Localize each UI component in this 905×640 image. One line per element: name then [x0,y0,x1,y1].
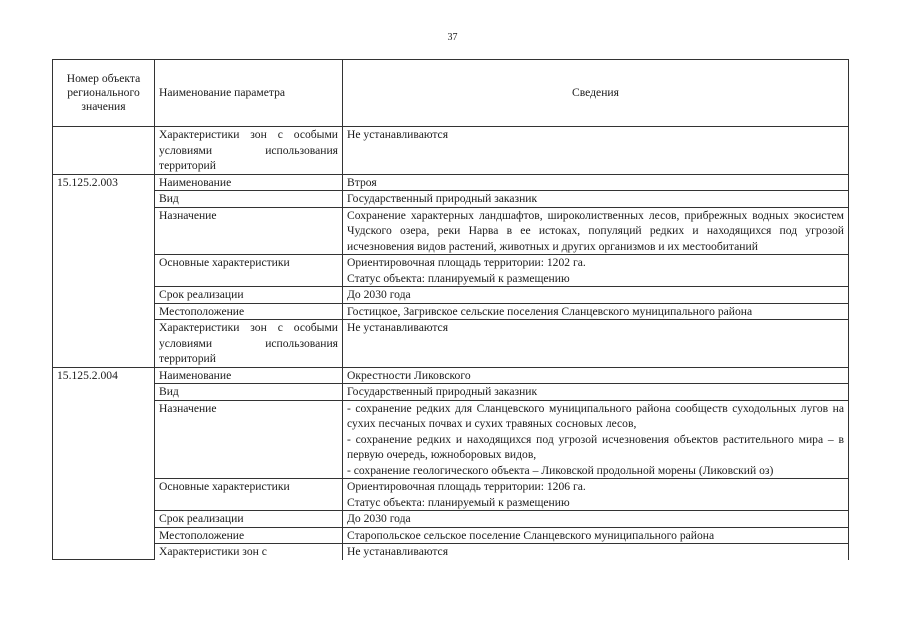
table-row [53,174,849,191]
table-row [53,303,849,320]
column-header-parameter-name: Наименование параметра [155,60,343,127]
details-cell [343,479,849,511]
column-header-details: Сведения [343,60,849,127]
parameter-name-cell: Основные характеристики [155,479,343,511]
parameter-name-cell: Вид [155,191,343,208]
parameter-name-cell: Характеристики зон с [155,544,343,560]
details-line: Статус объекта: планируемый к размещению [347,271,570,285]
details-cell [343,511,849,528]
object-number-cell: 15.125.2.003 [53,174,155,367]
parameter-name-cell: Местоположение [155,527,343,544]
table-row [53,367,849,384]
details-line: Государственный природный заказник [347,385,538,398]
details-cell [343,287,849,304]
table-row [53,511,849,528]
parameter-name-cell: Срок реализации [155,287,343,304]
column-header-object-number: Номер объекта регионального значения [53,60,155,127]
parameter-name-cell: Наименование [155,367,343,384]
parameter-name-cell: Срок реализации [155,511,343,528]
details-cell [343,127,849,175]
parameter-name-cell: Назначение [155,400,343,479]
object-number-cell [53,127,155,175]
details-line: Втроя [347,175,377,189]
page-number: 37 [447,32,458,43]
details-cell [343,367,849,384]
object-number-cell: 15.125.2.004 [53,367,155,560]
details-line: Не устанавливаются [347,321,449,334]
table-row [53,384,849,401]
table-row [53,255,849,287]
details-cell [343,320,849,368]
details-cell [343,303,849,320]
details-line: Не устанавливаются [347,545,449,558]
table-header-row [53,60,849,127]
table-row [53,191,849,208]
details-line: Гостицкое, Загривское сельские поселения Сланцевского муниципального района [347,304,753,318]
details-cell [343,400,849,479]
parameter-name-cell: Характеристики зон с особыми условиями использования территорий [155,127,343,175]
table-row [53,527,849,544]
details-line: Сохранение характерных ландшафтов, широколиственных лесов, прибрежных водных экосистем Чудского озера, реки Нарва в ее истоках, популяций редких и находящихся под угрозой исчезновения видов растений, животных и других организмов и их местообитаний [347,208,844,253]
table-row [53,127,849,175]
details-line: Ориентировочная площадь территории: 1202 га. [347,256,586,269]
details-line: Статус объекта: планируемый к размещению [347,495,570,509]
table-row [53,287,849,304]
parameter-name-cell: Местоположение [155,303,343,320]
parameter-name-cell: Характеристики зон с особыми условиями использования территорий [155,320,343,368]
details-line: Государственный природный заказник [347,192,538,205]
details-cell [343,527,849,544]
details-line: - сохранение геологического объекта – Ликовской продольной морены (Ликовский оз) [347,463,774,477]
details-line: Окрестности Ликовского [347,368,471,382]
details-cell [343,207,849,255]
details-line: Старопольское сельское поселение Сланцевского муниципального района [347,528,715,542]
details-line: - сохранение редких и находящихся под угрозой исчезновения объектов растительного мира – в первую очередь, южноборовых видов, [347,432,844,461]
details-cell [343,255,849,287]
details-line: До 2030 года [347,288,411,301]
table-row [53,320,849,368]
parameter-name-cell: Назначение [155,207,343,255]
details-cell [343,544,849,560]
table-row [53,544,849,560]
parameters-table [52,59,849,560]
details-cell [343,174,849,191]
table-row [53,207,849,255]
details-cell [343,191,849,208]
table-body [53,127,849,560]
details-line: Не устанавливаются [347,128,449,141]
parameter-name-cell: Основные характеристики [155,255,343,287]
details-line: Ориентировочная площадь территории: 1206 га. [347,480,586,493]
parameter-name-cell: Наименование [155,174,343,191]
table-row [53,479,849,511]
parameter-name-cell: Вид [155,384,343,401]
details-cell [343,384,849,401]
details-line: До 2030 года [347,512,411,525]
table-row [53,400,849,479]
details-line: - сохранение редких для Сланцевского муниципального района сообществ суходольных лугов на сухих песчаных почвах и сухих травяных сосновых лесов, [347,401,844,430]
